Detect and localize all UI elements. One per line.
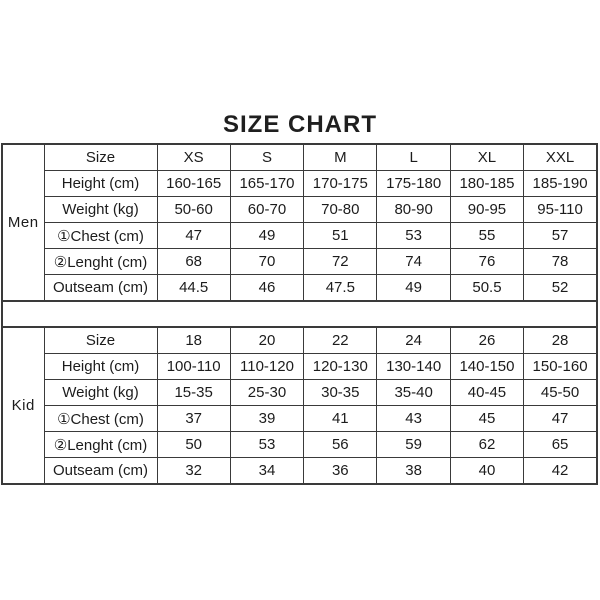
table-cell: 74 xyxy=(377,249,450,275)
kid-header-20: 20 xyxy=(230,327,303,354)
row-label: ②Lenght (cm) xyxy=(44,249,157,275)
table-cell: 160-165 xyxy=(157,171,230,197)
table-cell: 70-80 xyxy=(304,197,377,223)
table-cell: 36 xyxy=(304,458,377,485)
row-label: Height (cm) xyxy=(44,171,157,197)
men-header-xs: XS xyxy=(157,144,230,171)
table-gap xyxy=(1,302,598,326)
table-cell: 40-45 xyxy=(450,380,523,406)
table-cell: 41 xyxy=(304,406,377,432)
table-cell: 68 xyxy=(157,249,230,275)
table-cell: 140-150 xyxy=(450,354,523,380)
page-title: SIZE CHART xyxy=(223,111,377,138)
kid-header-26: 26 xyxy=(450,327,523,354)
table-cell: 110-120 xyxy=(230,354,303,380)
table-cell: 38 xyxy=(377,458,450,485)
row-label: Outseam (cm) xyxy=(44,458,157,485)
table-cell: 130-140 xyxy=(377,354,450,380)
table-cell: 70 xyxy=(230,249,303,275)
kid-header-18: 18 xyxy=(157,327,230,354)
table-cell: 47.5 xyxy=(304,275,377,302)
table-cell: 56 xyxy=(304,432,377,458)
table-cell: 170-175 xyxy=(304,171,377,197)
table-cell: 44.5 xyxy=(157,275,230,302)
table-cell: 46 xyxy=(230,275,303,302)
table-cell: 90-95 xyxy=(450,197,523,223)
row-label: Outseam (cm) xyxy=(44,275,157,302)
table-cell: 62 xyxy=(450,432,523,458)
kid-size-table xyxy=(1,326,598,485)
table-cell: 35-40 xyxy=(377,380,450,406)
table-cell: 72 xyxy=(304,249,377,275)
table-cell: 175-180 xyxy=(377,171,450,197)
men-row-outseam xyxy=(2,275,597,302)
men-row-height xyxy=(2,171,597,197)
table-cell: 37 xyxy=(157,406,230,432)
men-row-weight xyxy=(2,197,597,223)
row-label: ①Chest (cm) xyxy=(44,406,157,432)
men-group-label: Men xyxy=(2,144,44,301)
table-cell: 52 xyxy=(524,275,597,302)
table-cell: 185-190 xyxy=(524,171,597,197)
kid-header-size: Size xyxy=(44,327,157,354)
men-row-lenght xyxy=(2,249,597,275)
table-cell: 53 xyxy=(377,223,450,249)
men-header-s: S xyxy=(230,144,303,171)
table-cell: 50.5 xyxy=(450,275,523,302)
table-cell: 76 xyxy=(450,249,523,275)
men-header-xl: XL xyxy=(450,144,523,171)
table-cell: 57 xyxy=(524,223,597,249)
kid-row-lenght xyxy=(2,432,597,458)
table-cell: 165-170 xyxy=(230,171,303,197)
men-header-m: M xyxy=(304,144,377,171)
men-size-table xyxy=(1,143,598,302)
row-label: ②Lenght (cm) xyxy=(44,432,157,458)
row-label: ①Chest (cm) xyxy=(44,223,157,249)
table-cell: 43 xyxy=(377,406,450,432)
table-cell: 53 xyxy=(230,432,303,458)
table-cell: 25-30 xyxy=(230,380,303,406)
row-label: Weight (kg) xyxy=(44,197,157,223)
table-cell: 30-35 xyxy=(304,380,377,406)
table-cell: 100-110 xyxy=(157,354,230,380)
table-cell: 59 xyxy=(377,432,450,458)
kid-header-22: 22 xyxy=(304,327,377,354)
table-cell: 32 xyxy=(157,458,230,485)
table-cell: 40 xyxy=(450,458,523,485)
kid-header-row xyxy=(2,327,597,354)
table-cell: 120-130 xyxy=(304,354,377,380)
table-cell: 49 xyxy=(377,275,450,302)
men-header-l: L xyxy=(377,144,450,171)
table-cell: 47 xyxy=(157,223,230,249)
kid-row-chest xyxy=(2,406,597,432)
row-label: Weight (kg) xyxy=(44,380,157,406)
kid-row-weight xyxy=(2,380,597,406)
kid-row-outseam xyxy=(2,458,597,485)
kid-header-24: 24 xyxy=(377,327,450,354)
men-header-xxl: XXL xyxy=(524,144,597,171)
table-cell: 42 xyxy=(524,458,597,485)
table-cell: 180-185 xyxy=(450,171,523,197)
table-cell: 47 xyxy=(524,406,597,432)
table-cell: 45 xyxy=(450,406,523,432)
table-cell: 55 xyxy=(450,223,523,249)
table-cell: 150-160 xyxy=(524,354,597,380)
table-cell: 49 xyxy=(230,223,303,249)
table-cell: 51 xyxy=(304,223,377,249)
table-cell: 60-70 xyxy=(230,197,303,223)
size-tables xyxy=(1,143,598,485)
kid-header-28: 28 xyxy=(524,327,597,354)
row-label: Height (cm) xyxy=(44,354,157,380)
kid-row-height xyxy=(2,354,597,380)
table-cell: 45-50 xyxy=(524,380,597,406)
table-cell: 80-90 xyxy=(377,197,450,223)
table-cell: 50-60 xyxy=(157,197,230,223)
table-cell: 65 xyxy=(524,432,597,458)
men-header-row xyxy=(2,144,597,171)
table-cell: 39 xyxy=(230,406,303,432)
table-cell: 78 xyxy=(524,249,597,275)
table-cell: 15-35 xyxy=(157,380,230,406)
table-cell: 95-110 xyxy=(524,197,597,223)
men-row-chest xyxy=(2,223,597,249)
kid-group-label: Kid xyxy=(2,327,44,484)
table-cell: 34 xyxy=(230,458,303,485)
table-cell: 50 xyxy=(157,432,230,458)
men-header-size: Size xyxy=(44,144,157,171)
